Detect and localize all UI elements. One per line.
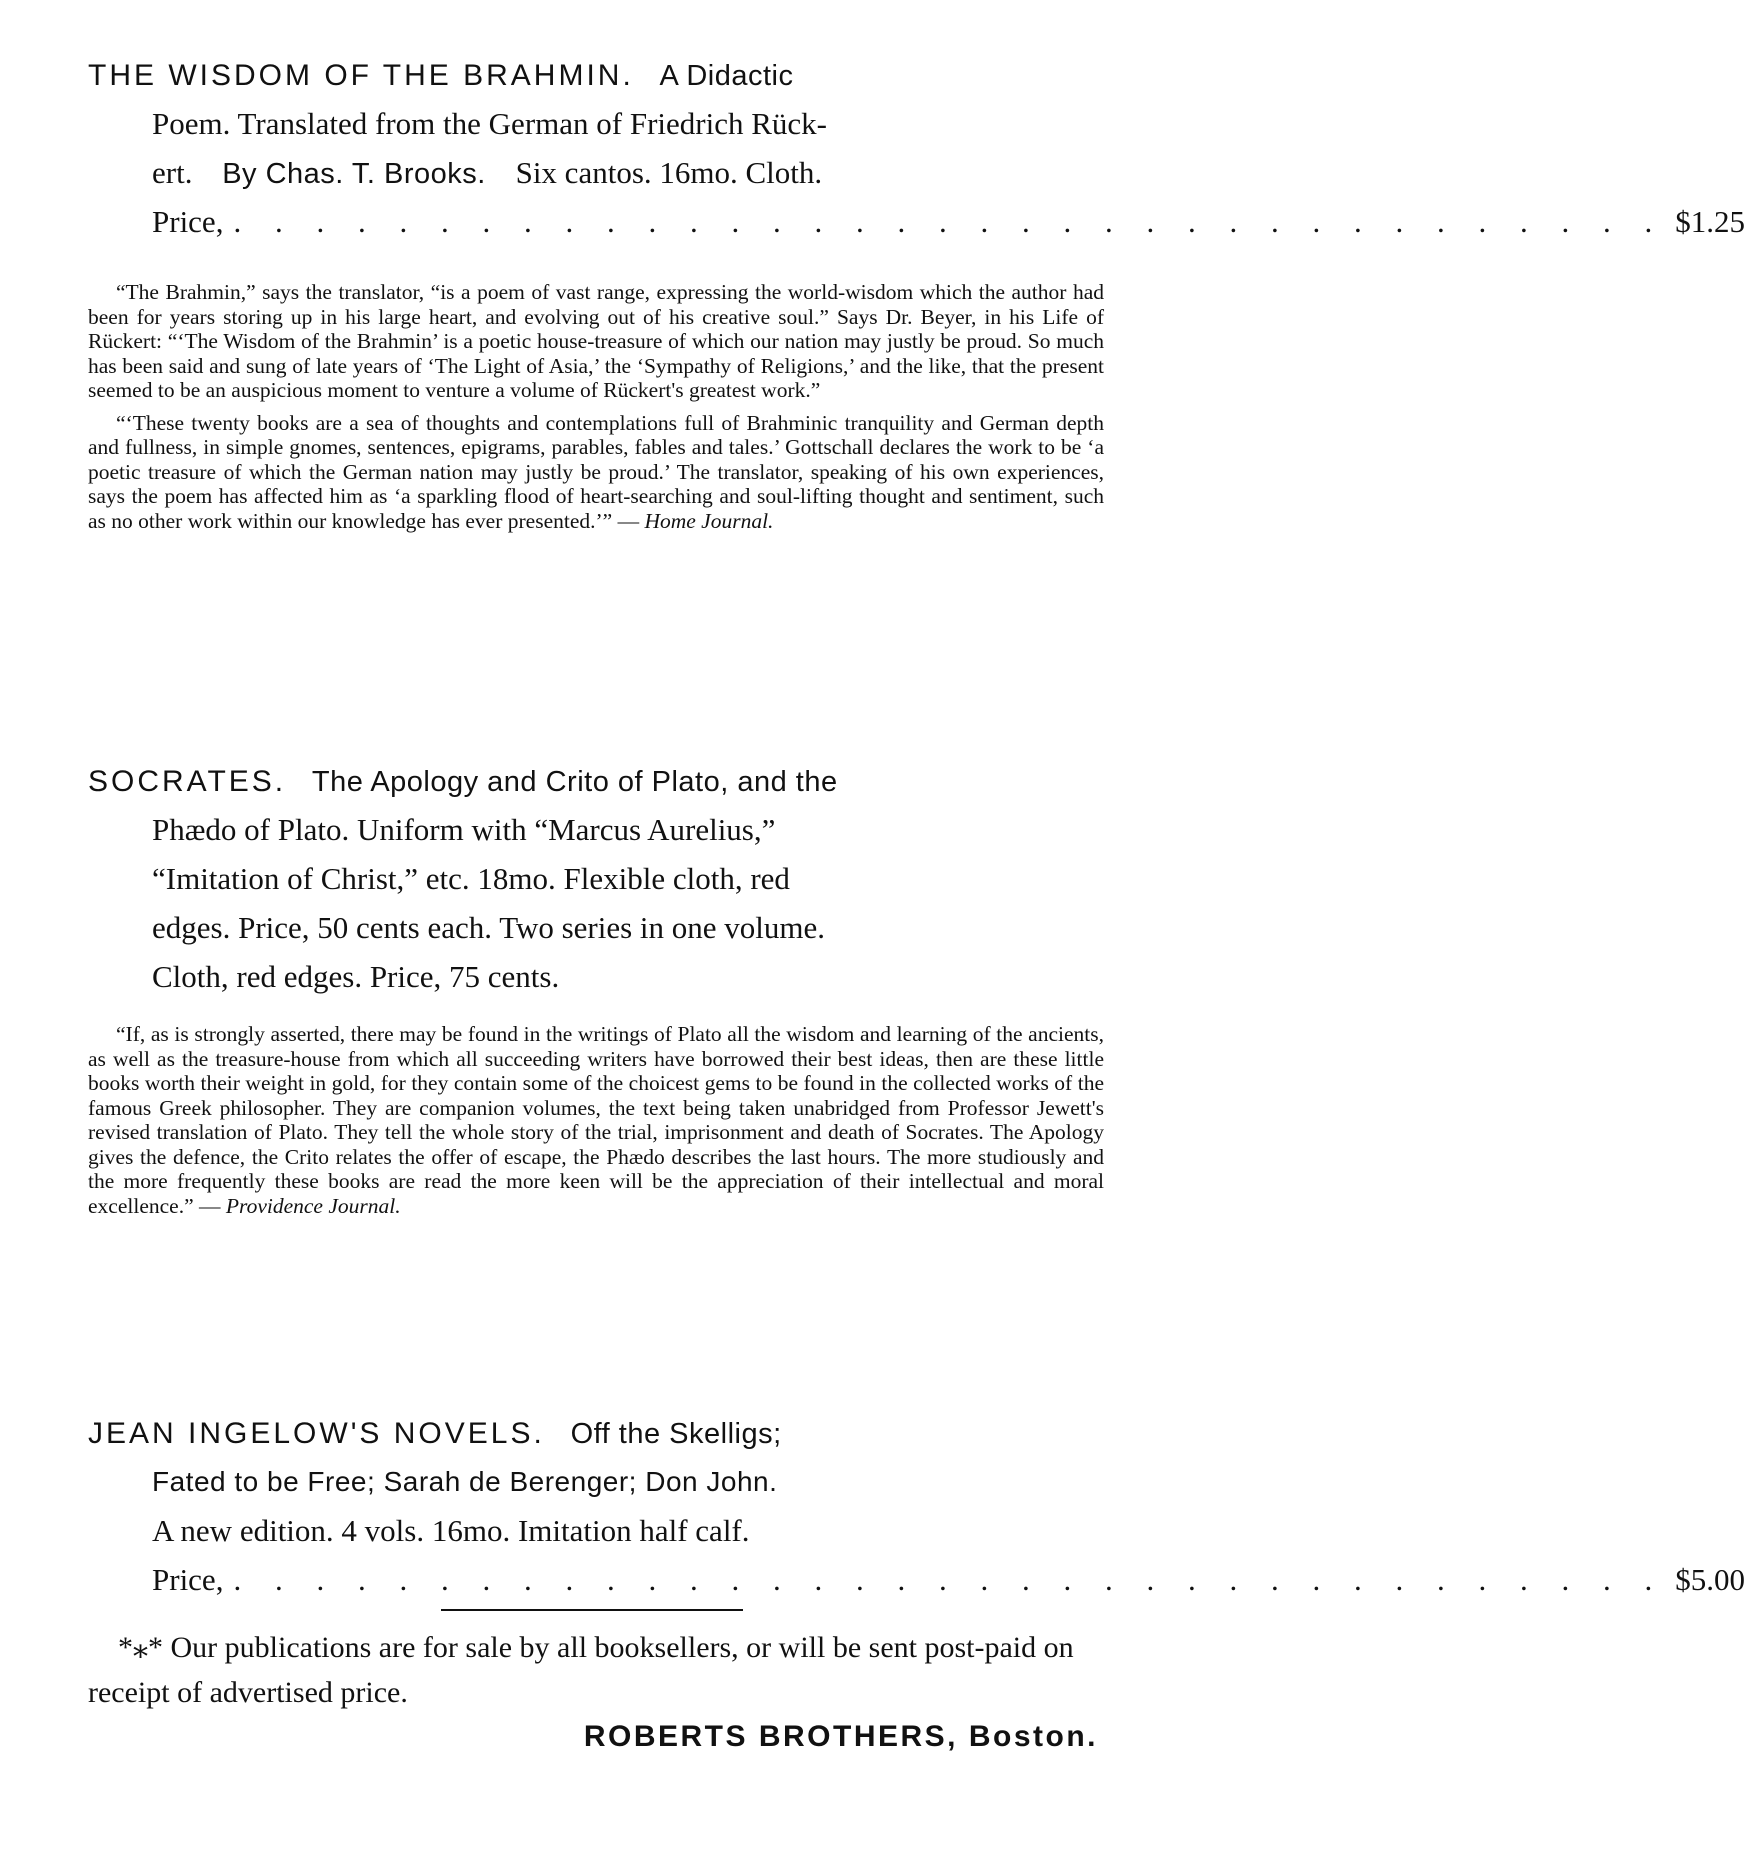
entry-description-line: A new edition. 4 vols. 16mo. Imitation half calf. <box>152 1513 750 1548</box>
asterism-icon: *⁎* <box>118 1631 163 1664</box>
entry-author: By Chas. T. Brooks. <box>222 158 486 190</box>
review-quotes <box>88 280 1104 541</box>
review-text: “‘These twenty books are a sea of thoughts and contemplations full of Brahminic tranquility and German depth and fullness, in simple gnomes, sentences, epigrams, parables, fables and tales.’ Gottschall declares the work to be ‘a poetic treasure of which the German nation may justly be proud.’ The translator, speaking of his own experiences, says the poem has affected him as ‘a sparkling flood of heart-searching and soul-lifting thought and sentiment, such as no other work within our knowledge has ever presented.’” — <box>88 410 1104 533</box>
dot-leader: . . . . . . . . . . . . . . . . . . . . . . . . . . . . . . . . . . . <box>233 204 1666 239</box>
entry-title: SOCRATES. <box>88 765 287 798</box>
review-paragraph: “The Brahmin,” says the translator, “is a poem of vast range, expressing the world-wisdom which the author had been for years storing up in his large heart, and evolving out of his creative soul.” Says Dr. Beyer, in his Life of Rückert: “‘The Wisdom of the Brahmin’ is a poetic house-treasure of which our nation may justly be proud. So much has been said and sung of late years of ‘The Light of Asia,’ the ‘Sympathy of Religions,’ and the like, that the present seemed to be an auspicious moment to venture a volume of Rückert's greatest work.” <box>88 280 1104 402</box>
entry-title: THE WISDOM OF THE BRAHMIN. <box>88 59 634 92</box>
entry-heading-line <box>88 756 1118 805</box>
entry-subtitle: The Apology and Crito of Plato, and the <box>311 766 838 798</box>
entry-subtitle: Off the Skelligs; <box>570 1418 782 1450</box>
entry-socrates <box>88 756 1118 1001</box>
entry-description-line: “Imitation of Christ,” etc. 18mo. Flexible cloth, red <box>152 861 790 896</box>
review-paragraph <box>88 1022 1104 1218</box>
entry-description-line: edges. Price, 50 cents each. Two series in one volume. <box>152 910 826 945</box>
sales-notice <box>88 1625 1108 1715</box>
entry-jean-ingelow-novels <box>88 1408 1745 1604</box>
entry-description-line: Fated to be Free; Sarah de Berenger; Don John. <box>152 1466 778 1497</box>
notice-body: Our publications are for sale by all booksellers, or will be sent post-paid on receipt of advertised price. <box>88 1631 1074 1709</box>
price-row <box>88 1555 1745 1604</box>
entry-subtitle: A Didactic <box>659 60 794 92</box>
review-quotes <box>88 1022 1104 1226</box>
entry-text: ert. <box>152 155 193 190</box>
entry-text: Six cantos. 16mo. Cloth. <box>515 155 823 190</box>
price-amount: $5.00 <box>1675 1562 1745 1597</box>
entry-description-line: Poem. Translated from the German of Friedrich Rück- <box>152 106 827 141</box>
publisher-imprint: ROBERTS BROTHERS, Boston. <box>583 1720 1098 1753</box>
price-label: Price, <box>152 1562 224 1597</box>
review-source: Home Journal. <box>644 508 774 533</box>
entry-wisdom-of-the-brahmin <box>88 50 1745 246</box>
price-row <box>88 197 1745 246</box>
price-label: Price, <box>152 204 224 239</box>
divider-rule <box>441 1609 743 1611</box>
review-text: “If, as is strongly asserted, there may be found in the writings of Plato all the wisdom and learning of the ancients, as well as the treasure-house from which all succeeding writers have borrowed their best ideas, then are these little books worth their weight in gold, for they contain some of the choicest gems to be found in the collected works of the famous Greek philosopher. They are companion volumes, the text being taken unabridged from Professor Jewett's revised translation of Plato. They tell the whole story of the trial, imprisonment and death of Socrates. The Apology gives the defence, the Crito relates the offer of escape, the Phædo describes the last hours. The more studiously and the more frequently these books are read the more keen will be the appreciation of their intellectual and moral excellence.” — <box>88 1022 1104 1218</box>
entry-description-line: Cloth, red edges. Price, 75 cents. <box>152 959 560 994</box>
entry-heading-line <box>88 1408 1118 1457</box>
entry-title: JEAN INGELOW'S NOVELS. <box>88 1417 545 1450</box>
entry-description-line <box>88 148 1118 197</box>
price-amount: $1.25 <box>1675 204 1745 239</box>
entry-heading-line <box>88 50 1118 99</box>
review-source: Providence Journal. <box>225 1193 401 1218</box>
dot-leader: . . . . . . . . . . . . . . . . . . . . . . . . . . . . . . . . . . . <box>233 1562 1666 1597</box>
entry-description-line: Phædo of Plato. Uniform with “Marcus Aurelius,” <box>152 812 776 847</box>
notice-text <box>88 1625 1108 1715</box>
review-paragraph <box>88 411 1104 534</box>
